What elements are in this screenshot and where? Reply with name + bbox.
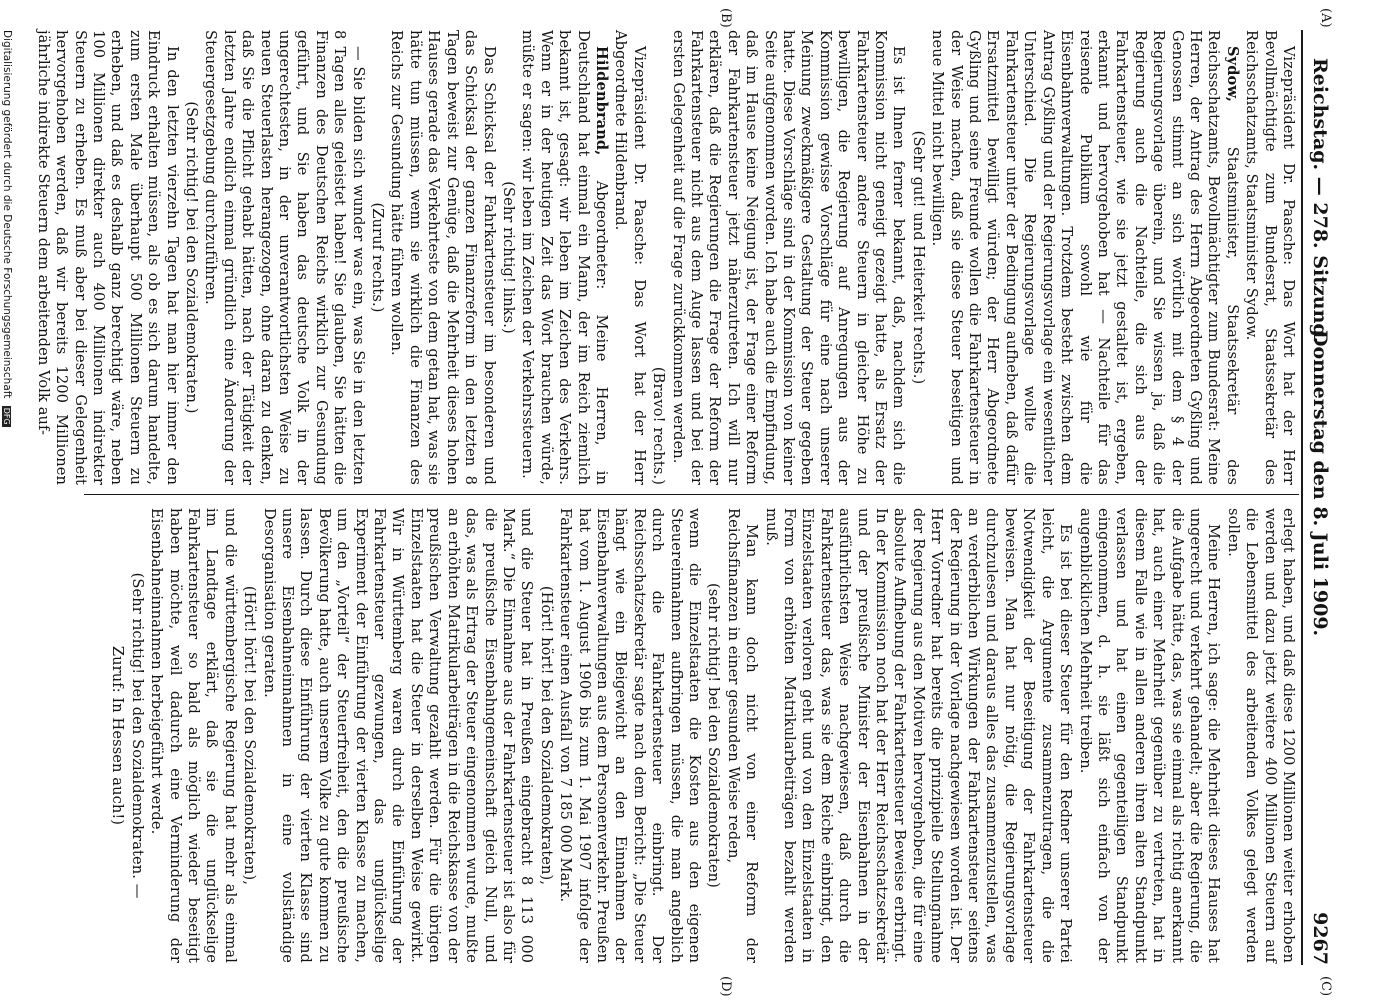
dfg-logo: DFG bbox=[2, 407, 12, 425]
paragraph-text: (sehr richtig! bei den Sozialdemokraten) bbox=[705, 583, 723, 888]
header-center: Donnerstag den 8. Juli 1909. bbox=[1309, 330, 1331, 637]
paragraph bbox=[147, 508, 239, 963]
paragraph-text: (Hört! hört! bei den Sozialdemokraten), bbox=[537, 585, 555, 886]
interjection bbox=[649, 30, 667, 485]
interjection bbox=[908, 30, 926, 485]
paragraph-text: Staatsminister, Staatssekretär des Reichsschatzamts, Bevollmächtigter zum Bundesrat: Meine Herren, der Antrag des Herrn Abgeordneten Gyßling und Genossen stimmt an sich wörtlich mit dem § 4 der Regierungsvorlage überein, und Sie wissen ja, daß die Regierung auch die Nachteile, die sich aus der Fahrkartensteuer, wie sie jetzt gestaltet ist, ergeben, erkannt und hervorgehoben hat — Nachteile für das reisende Publikum sowohl wie für die Eisenbahnverwaltungen. Trotzdem besteht zwischen dem Antrag Gyßling und der Regierungsvorlage ein wesentlicher Unterschied. Die Regierungsvorlage wollte die Fahrkartensteuer unter der Bedingung aufheben, daß dafür Ersatzmittel bewilligt würden; der Herr Abgeordnete Gyßling und seine Freunde wollen die Fahrkartensteuer in der Weise machen, daß sie diese Steuer beseitigen und neue Mittel nicht bewilligen. bbox=[929, 30, 1241, 485]
paragraph-text: (Hört! hört! bei den Sozialdemokraten), bbox=[241, 585, 259, 886]
interjection bbox=[182, 30, 200, 485]
paragraph bbox=[1075, 508, 1222, 963]
header-left: Reichstag. — 278. Sitzung. bbox=[1309, 58, 1331, 344]
interjection bbox=[127, 508, 145, 963]
interjection bbox=[536, 508, 554, 963]
paragraph bbox=[518, 30, 610, 485]
paragraph bbox=[611, 30, 648, 485]
page-number: 9267 bbox=[1309, 912, 1331, 965]
column-divider bbox=[84, 494, 1299, 495]
paragraph bbox=[668, 30, 907, 485]
interjection bbox=[499, 30, 517, 485]
paragraph-text: (Sehr richtig! bei den Sozialdemokraten. — bbox=[128, 572, 146, 899]
speaker-name: Hildenbrand, bbox=[592, 46, 610, 156]
paragraph bbox=[761, 508, 1074, 963]
footer-text: Digitalisierung gefördert durch die Deutsche Forschungsgemeinschaft bbox=[1, 30, 13, 399]
paragraph bbox=[33, 30, 180, 485]
left-column bbox=[34, 30, 1297, 485]
paragraph-text: erlegt haben, und daß diese 1200 Millionen weiter erhoben werden und dazu jetzt weitere 400 Millionen Steuern auf die Lebensmittel des arbeitenden Volkes gelegt werden sollen. bbox=[1224, 508, 1297, 963]
paragraph-text: und die württembergische Regierung hat mehr als einmal im Landtage erklärt, daß sie die unglückselige Fahrkartensteuer so bald als möglich wieder beseitigt haben möchte, weil dadurch eine Verminderung der Eisenbahneinnahmen herbeigeführt werde. bbox=[148, 508, 239, 963]
interjection bbox=[368, 30, 386, 485]
paragraph bbox=[387, 30, 497, 485]
margin-marker-c: (C) bbox=[1318, 976, 1333, 997]
paragraph-text: Man kann doch nicht von einer Reform der Reichsfinanzen in einer gesunden Weise reden, bbox=[724, 508, 761, 963]
paragraph-text: (Bravo! rechts.) bbox=[650, 366, 668, 485]
paragraph-text: Abgeordneter: Meine Herren, in Deutschland hat einmal ein Mann, der im Reich ziemlich bekannt ist, gesagt: wir leben im Zeichen des Verkehrs. Wenn er in der heutigen Zeit das Wort brauchen würde, müßte er sagen: wir leben im Zeichen der Verkehrssteuern. bbox=[519, 30, 610, 485]
paragraph bbox=[1242, 30, 1297, 485]
paragraph-text: (Zuruf rechts.) bbox=[369, 202, 387, 313]
paragraph-text: — Sie bilden sich wunder was ein, was Sie in den letzten 8 Tagen alles geleistet haben! Sie glauben, Sie hätten die Finanzen des Deutschen Reichs wirklich zur Gesundung geführt, und Sie haben das deutsche Volk in der ungerechtesten, in der unverantwortlichsten Weise zu neuen Steuerlasten herangezogen, ohne daran zu denken, daß Sie die Pflicht gehabt hätten, nach der Tätigkeit der letzten Jahre endlich einmal gründlich eine Änderung der Steuergesetzgebung durchzuführen. bbox=[202, 30, 367, 485]
margin-marker-d: (D) bbox=[718, 976, 733, 997]
paragraph bbox=[723, 508, 760, 963]
page-header bbox=[1305, 30, 1331, 965]
paragraph-text: Zuruf: In Hessen auch!) bbox=[109, 645, 127, 826]
paragraph-text: Es ist bei dieser Steuer für den Redner unserer Partei leicht, die Argumente zusammenzutragen, die die Notwendigkeit der Beseitigung der Fahrkartensteuer beweisen. Man hat nur nötig, die Regierungsvorlage durchzulesen und daraus alles das zusammenzustellen, was an verderblichen Wirkungen der Fahrkartensteuer seitens der Regierung in der Vorlage nachgewiesen worden ist. Der Herr Vorredner hat bereits die prinzipielle Stellungnahme der Regierung aus den Motiven hervorgehoben, die für eine absolute Aufhebung der Fahrkartensteuer Beweise erbringt. In der Kommission noch hat der Herr Reichsschatzsekretär und der preußische Minister der Eisenbahnen in der ausführlichsten Weise nachgewiesen, daß durch die Fahrkartensteuer das, was sie dem Reiche einbringt, den Einzelstaaten verloren geht und von den Einzelstaaten in Form von erhöhten Matrikularbeiträgen bezahlt werden muß. bbox=[762, 508, 1075, 963]
interjection bbox=[240, 508, 258, 963]
footer-credit bbox=[1, 30, 13, 980]
paragraph bbox=[928, 30, 1241, 485]
paragraph-text: Vizepräsident Dr. Paasche: Das Wort hat der Herr Abgeordnete Hildenbrand. bbox=[612, 30, 648, 485]
paragraph-text: (Sehr gut! und Heiterkeit rechts.) bbox=[909, 130, 927, 385]
paragraph-text: In den letzten vierzehn Tagen hat man hier immer den Eindruck erhalten müssen, als ob es sich darum handelte, zum ersten Male überhaupt 500 Millionen Steuern zu erheben, und daß es deshalb ganz berechtigt wäre, neben 100 Millionen direkter auch 400 Millionen indirekter Steuern zu erheben. Es muß aber bei dieser Gelegenheit hervorgehoben werden, daß wir bereits 1200 Millionen jährliche indirekte Steuern dem arbeitenden Volk auf- bbox=[34, 30, 181, 485]
paragraph-text: Meine Herren, ich sage: die Mehrheit dieses Hauses hat ungerecht und verkehrt gehandelt; aber die Regierung, die die Aufgabe hätte, das, was sie einmal als richtig anerkannt hat, auch einer Mehrheit gegenüber zu vertreten, hat in diesem Falle wie in allen anderen ihren alten Standpunkt verlassen und hat einen gegenteiligen Standpunkt eingenommen, d. h. sie läßt sich einfach von der augenblicklichen Mehrheit treiben. bbox=[1076, 508, 1223, 963]
header-rule bbox=[1301, 30, 1303, 965]
margin-marker-a: (A) bbox=[1318, 8, 1333, 28]
margin-marker-b: (B) bbox=[718, 8, 733, 28]
paragraph-text: und die Steuer hat in Preußen eingebracht 8 113 000 Mark.“ Die Einnahme aus der Fahrkartensteuer ist also für die preußische Eisenbahngemeinschaft gleich Null, und das, was als Ertrag der Steuer eingenommen wurde, mußte an erhöhten Matrikularbeiträgen in die Reichskasse von der preußischen Verwaltung gezahlt werden. Für die übrigen Einzelstaaten hat die Steuer in derselben Weise gewirkt. Wir in Württemberg waren durch die Einführung der Fahrkartensteuer gezwungen, das unglückselige Experiment der Einführung der vierten Klasse zu machen, um den „Vorteil“ der Steuerfreiheit, den die preußische Bevölkerung hatte, auch unserem Volke zu gute kommen zu lassen. Durch diese Einführung der vierten Klasse sind unsere Eisenbahneinnahmen in eine vollständige Desorganisation geraten. bbox=[260, 508, 536, 963]
paragraph bbox=[556, 508, 703, 963]
paragraph bbox=[1223, 508, 1297, 963]
paragraph-text: Vizepräsident Dr. Paasche: Das Wort hat der Herr Bevollmächtigte zum Bundesrat, Staatssekretär des Reichsschatzamts, Staatsminister Sydow. bbox=[1243, 30, 1297, 485]
speaker-name: Sydow, bbox=[1223, 46, 1241, 103]
paragraph-text: wenn die Einzelstaaten die Kosten aus den eigenen Steuereinnahmen aufbringen müssen, die man angeblich durch die Fahrkartensteuer einbringt. Der Reichsschatzsekretär sagte nach dem Bericht: „Die Steuer hängt wie ein Bleigewicht an den Einnahmen der Eisenbahnverwaltungen aus dem Personenverkehr. Preußen hat vom 1. August 1906 bis zum 1. Mai 1907 infolge der Fahrkartensteuer einen Ausfall von 7 185 000 Mark. bbox=[557, 508, 703, 963]
right-column bbox=[97, 508, 1297, 963]
paragraph bbox=[259, 508, 535, 963]
paragraph-text: Das Schicksal der Fahrkartensteuer im besonderen und das Schicksal der ganzen Finanzreform in den letzten 8 Tagen beweist zur Genüge, daß die Mehrheit dieses hohen Hauses gerade das Verkehrteste von dem getan hat, was sie hätte tun müssen, wenn sie wirklich die Finanzen des Reichs zur Gesundung hätte führen wollen. bbox=[388, 30, 498, 485]
paragraph bbox=[201, 30, 367, 485]
interjection bbox=[108, 508, 126, 963]
interjection bbox=[704, 508, 722, 963]
paragraph-text: (Sehr richtig! links.) bbox=[499, 181, 517, 334]
paragraph-text: (Sehr richtig! bei den Sozialdemokraten.) bbox=[183, 101, 201, 414]
paragraph-text: Es ist Ihnen ferner bekannt, daß, nachdem sich die Kommission nicht geneigt gezeigt hatte, als Ersatz der Fahrkartensteuer andere Steuern in gleicher Höhe zu bewilligen, die Regierung auf Anregungen aus der Kommission gewisse Vorschläge für eine nach unserer Meinung zweckmäßigere Gestaltung der Steuer gegeben hatte. Diese Vorschläge sind in der Kommission von keiner Seite aufgenommen worden. Ich habe auch die Empfindung, daß im Hause keine Neigung ist, der Frage einer Reform der Fahrkartensteuer jetzt näherzutreten. Ich will nur erklären, daß die Regierungen die Frage der Reform der Fahrkartensteuer nicht aus dem Auge lassen und bei der ersten Gelegenheit auf die Frage zurückkommen werden. bbox=[669, 30, 908, 485]
